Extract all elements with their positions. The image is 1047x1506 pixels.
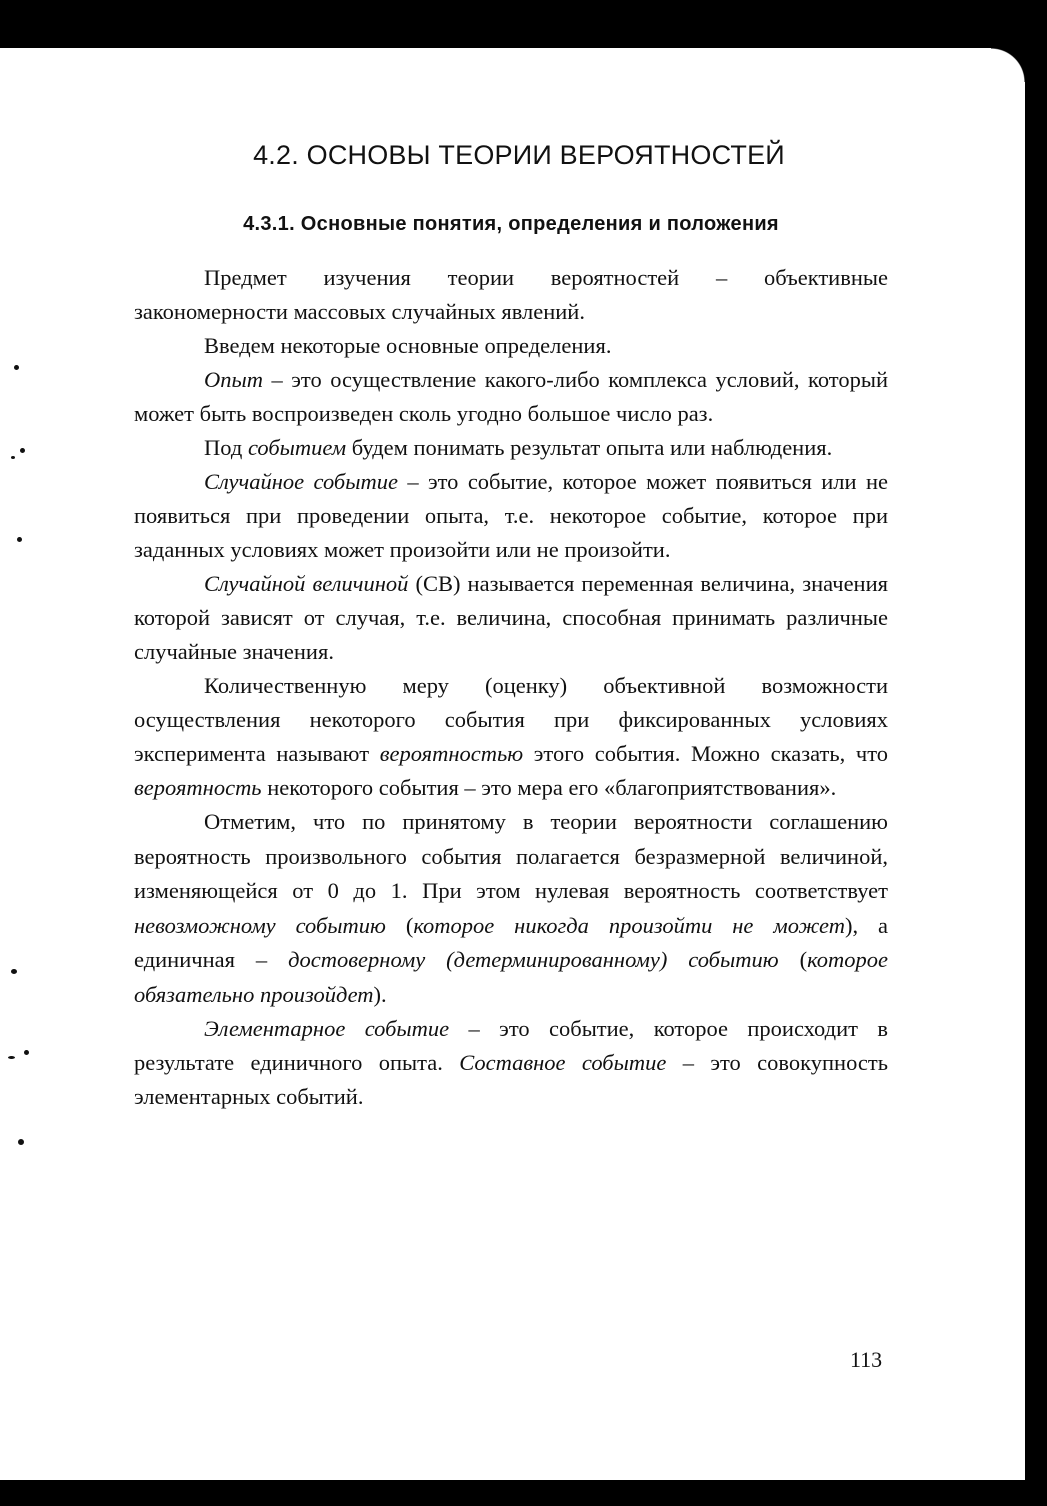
paragraph-text: ). [373, 981, 387, 1007]
term-impossible-event: невозможному событию [134, 912, 386, 938]
paragraph-text: этого события. Можно сказать, что [523, 741, 888, 766]
term-random-variable: Случайной величиной [204, 571, 409, 596]
paragraph-subject: Предмет изучения теории вероятностей – объективные закономерности массовых случайных явлений. [134, 265, 888, 324]
term-experiment: Опыт [204, 367, 263, 392]
paragraph-text: (СВ) называется переменная величина, значения которой зависят от случая, т.е. величина, способная принимать различные случайные значения. [134, 571, 888, 664]
paragraph-text: ( [385, 912, 414, 938]
paragraph-random-variable [134, 567, 888, 669]
scan-speck [17, 537, 22, 542]
paragraph-elementary-event [134, 1012, 888, 1114]
page-content [134, 140, 888, 1114]
paragraph-probability [134, 669, 888, 805]
term-certain-event: достоверному (детерминированному) событию [288, 947, 779, 972]
chapter-title: 4.2. ОСНОВЫ ТЕОРИИ ВЕРОЯТНОСТЕЙ [253, 140, 785, 170]
paragraph-text: ), а единичная – [134, 912, 889, 972]
paragraph-text: Отметим, что по принятому в теории вероятности соглашению вероятность произвольного события полагается безразмерной величиной, изменяющейся от 0 до 1. При этом нулевая вероятность соответствует [134, 809, 888, 903]
paragraph-probability-range [134, 805, 888, 1012]
paragraph-intro-definitions: Введем некоторые основные определения. [204, 333, 612, 358]
term-random-event: Случайное событие [204, 469, 398, 494]
paragraph-event [134, 431, 888, 465]
scan-speck [24, 1050, 29, 1055]
scan-speck [8, 1056, 15, 1059]
scan-speck [20, 448, 25, 453]
paragraph-text: Количественную меру (оценку) объективной возможности осуществления некоторого события при фиксированных условиях эксперимента называют [134, 673, 888, 766]
paragraph-text: ( [778, 947, 808, 972]
term-probability: вероятность [134, 775, 262, 800]
page-number: 113 [850, 1347, 883, 1372]
paragraph-text: некоторого события – это мера его «благоприятствования». [261, 775, 837, 800]
term-event: событием [247, 435, 347, 460]
scan-speck [18, 1139, 24, 1145]
scan-speck [11, 456, 15, 459]
scan-speck [14, 365, 19, 370]
scan-border-right [1025, 0, 1047, 1506]
scan-speck [11, 969, 17, 974]
paragraph-text: – это осуществление какого-либо комплекса условий, который может быть воспроизведен сколь угодно большое число раз. [134, 367, 888, 426]
scan-corner [991, 48, 1025, 82]
term-elementary-event: Элементарное событие [204, 1016, 450, 1041]
term-probability: вероятностью [379, 741, 524, 766]
paragraph-text: Под [204, 435, 248, 460]
paragraph-random-event [134, 465, 888, 567]
term-certain-explanation: которое обязательно произойдет [134, 947, 888, 1007]
paragraph-text: – это событие, которое происходит в результате единичного опыта. [134, 1016, 888, 1075]
scan-border-bottom [0, 1480, 1047, 1506]
paragraph-text: – это совокупность элементарных событий. [134, 1050, 888, 1109]
term-compound-event: Составное событие [459, 1050, 667, 1075]
term-impossible-explanation: которое никогда произойти не может [413, 912, 845, 938]
paragraph-text: – это событие, которое может появиться или не появиться при проведении опыта, т.е. некоторое событие, которое при заданных условиях может произойти или не произойти. [134, 469, 888, 562]
section-title: 4.3.1. Основные понятия, определения и положения [243, 213, 779, 235]
paragraph-experiment [134, 363, 888, 431]
paragraph-text: будем понимать результат опыта или наблюдения. [346, 435, 833, 460]
scan-border-top [0, 0, 1047, 48]
